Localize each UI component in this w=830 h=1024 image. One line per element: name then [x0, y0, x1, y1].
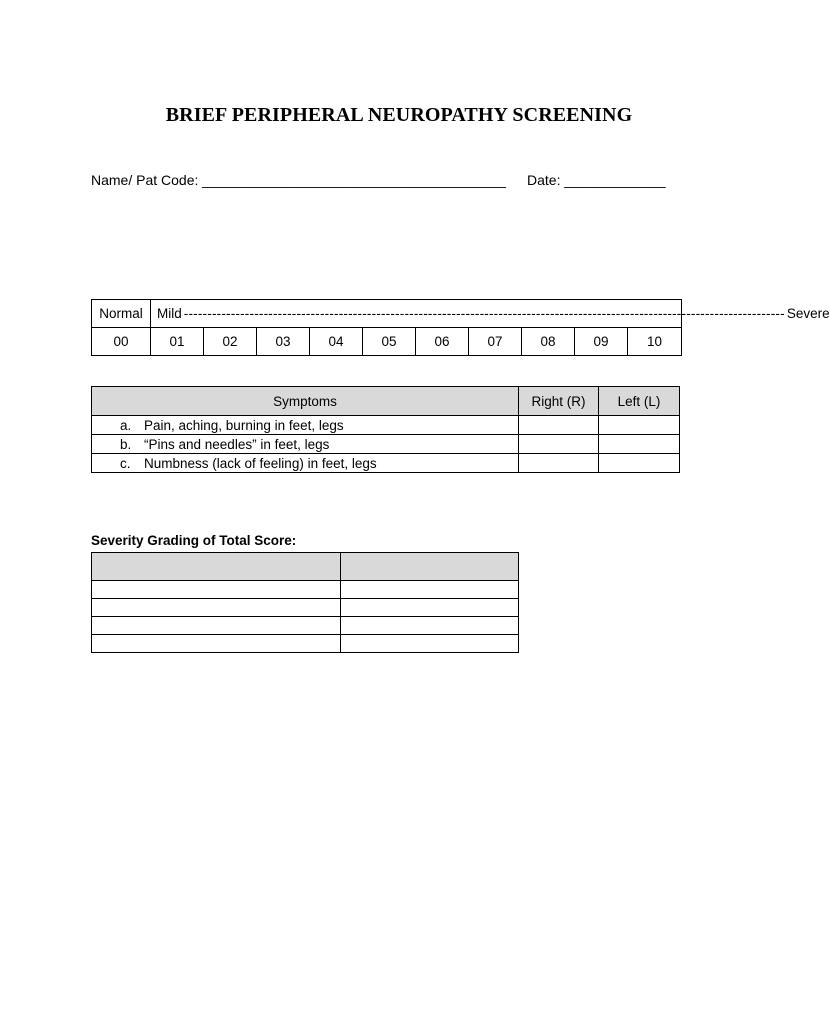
right-header: Right (R)	[519, 387, 599, 416]
severity-cell[interactable]	[92, 617, 341, 635]
left-score-cell[interactable]	[599, 454, 680, 473]
severity-cell[interactable]	[341, 635, 519, 653]
scale-value[interactable]: 07	[469, 328, 522, 356]
name-label: Name/ Pat Code:	[91, 172, 199, 188]
severity-header-cell	[341, 553, 519, 581]
symptoms-table	[91, 386, 680, 473]
left-score-cell[interactable]	[599, 435, 680, 454]
symptom-text: Numbness (lack of feeling) in feet, legs	[144, 455, 377, 471]
date-blank[interactable]: _____________	[564, 172, 666, 188]
table-row	[92, 454, 680, 473]
right-score-cell[interactable]	[519, 416, 599, 435]
scale-value[interactable]: 01	[151, 328, 204, 356]
right-score-cell[interactable]	[519, 454, 599, 473]
scale-severe-label: Severe	[786, 306, 830, 321]
scale-value[interactable]: 10	[628, 328, 682, 356]
symptom-label	[92, 454, 519, 473]
page-title: BRIEF PERIPHERAL NEUROPATHY SCREENING	[165, 104, 633, 126]
scale-value[interactable]: 04	[310, 328, 363, 356]
table-row	[92, 416, 680, 435]
severity-cell[interactable]	[92, 581, 341, 599]
date-field[interactable]	[527, 172, 666, 188]
severity-grading-label: Severity Grading of Total Score:	[91, 533, 297, 548]
symptom-text: “Pins and needles” in feet, legs	[144, 436, 330, 452]
right-score-cell[interactable]	[519, 435, 599, 454]
table-row	[92, 599, 519, 617]
table-row	[92, 617, 519, 635]
severity-cell[interactable]	[92, 599, 341, 617]
severity-cell[interactable]	[92, 635, 341, 653]
table-row	[92, 435, 680, 454]
symptom-label	[92, 416, 519, 435]
scale-normal-label: Normal	[92, 300, 151, 328]
scale-value[interactable]: 06	[416, 328, 469, 356]
scale-value[interactable]: 03	[257, 328, 310, 356]
left-header: Left (L)	[599, 387, 680, 416]
symptom-letter: c.	[120, 455, 131, 471]
table-row	[92, 581, 519, 599]
scale-mild-severe-range	[151, 300, 830, 328]
severity-grading-table	[91, 552, 519, 653]
severity-cell[interactable]	[341, 617, 519, 635]
severity-cell[interactable]	[341, 581, 519, 599]
scale-dashes: --------------------------------------------------------------------------------------------------------------------------------	[183, 306, 785, 321]
symptom-label	[92, 435, 519, 454]
scale-mild-label: Mild	[157, 306, 182, 321]
severity-scale-table	[91, 299, 830, 356]
table-row	[92, 635, 519, 653]
symptom-letter: b.	[120, 436, 132, 452]
scale-value[interactable]: 00	[92, 328, 151, 356]
symptoms-header: Symptoms	[92, 387, 519, 416]
name-field[interactable]	[91, 172, 506, 188]
date-label: Date:	[527, 172, 561, 188]
left-score-cell[interactable]	[599, 416, 680, 435]
severity-header-cell	[92, 553, 341, 581]
scale-value[interactable]: 09	[575, 328, 628, 356]
name-blank[interactable]: _______________________________________	[202, 172, 506, 188]
symptom-letter: a.	[120, 417, 132, 433]
severity-cell[interactable]	[341, 599, 519, 617]
scale-value[interactable]: 02	[204, 328, 257, 356]
scale-value[interactable]: 08	[522, 328, 575, 356]
symptom-text: Pain, aching, burning in feet, legs	[144, 417, 344, 433]
scale-value[interactable]: 05	[363, 328, 416, 356]
